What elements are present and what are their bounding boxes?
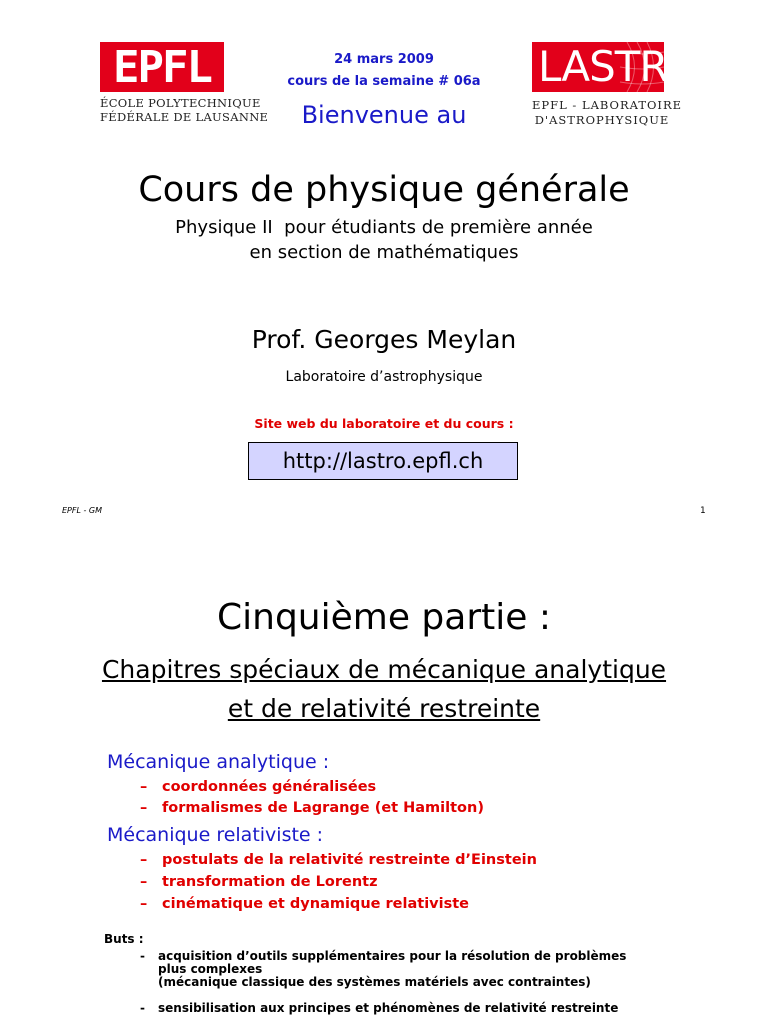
lecture-date: 24 mars 2009 xyxy=(334,52,434,67)
dash-bullet: – xyxy=(140,852,148,868)
epfl-logo-line2: FÉDÉRALE DE LAUSANNE xyxy=(100,110,269,124)
goal-text-line-2: plus complexes xyxy=(158,962,263,976)
goal-bullet: - xyxy=(140,1001,145,1015)
website-label: Site web du laboratoire et du cours : xyxy=(254,416,514,431)
course-subtitle-2: en section de mathématiques xyxy=(249,242,519,263)
list-item-text: transformation de Lorentz xyxy=(162,874,378,890)
chapter-title-line-1: Chapitres spéciaux de mécanique analytique xyxy=(101,655,667,684)
course-title: Cours de physique générale xyxy=(138,170,630,210)
list-item xyxy=(140,896,469,912)
goal-text-line-3: (mécanique classique des systèmes matériels avec contraintes) xyxy=(158,975,591,989)
dash-bullet: – xyxy=(140,779,148,795)
list-item xyxy=(140,852,537,868)
goal-text-line-1: acquisition d’outils supplémentaires pour la résolution de problèmes xyxy=(158,949,627,963)
lastro-logo-line2: D'ASTROPHYSIQUE xyxy=(534,113,670,127)
section-heading-analytical: Mécanique analytique : xyxy=(107,751,330,773)
goal-item xyxy=(140,1002,618,1015)
page-number: 1 xyxy=(700,506,706,516)
footer-author: EPFL - GM xyxy=(62,506,103,515)
list-item xyxy=(140,800,484,816)
dash-bullet: – xyxy=(140,800,148,816)
dash-bullet: – xyxy=(140,874,148,890)
dash-bullet: – xyxy=(140,896,148,912)
lastro-logo-line1: EPFL - LABORATOIRE xyxy=(532,98,683,112)
goals-label: Buts : xyxy=(104,932,144,946)
epfl-logo-text: EPFL xyxy=(113,42,211,93)
part-title: Cinquième partie : xyxy=(217,597,551,638)
laboratory-name: Laboratoire d’astrophysique xyxy=(285,369,483,385)
goal-bullet: - xyxy=(140,949,145,963)
list-item-text: postulats de la relativité restreinte d’Einstein xyxy=(162,852,537,868)
professor-name: Prof. Georges Meylan xyxy=(251,325,517,354)
course-subtitle-1: Physique II pour étudiants de première année xyxy=(175,217,593,238)
website-url-link[interactable]: http://lastro.epfl.ch xyxy=(248,442,518,480)
list-item-text: cinématique et dynamique relativiste xyxy=(162,896,469,912)
list-item-text: formalismes de Lagrange (et Hamilton) xyxy=(162,800,484,816)
chapter-title-line-2: et de relativité restreinte xyxy=(227,694,541,723)
goal-item xyxy=(140,950,626,989)
section-heading-relativistic: Mécanique relativiste : xyxy=(107,824,324,846)
list-item xyxy=(140,874,378,890)
welcome-text: Bienvenue au xyxy=(301,101,467,129)
lastro-logo-text: LASTRO xyxy=(538,42,700,91)
epfl-logo-line1: ÉCOLE POLYTECHNIQUE xyxy=(100,96,261,110)
lecture-week: cours de la semaine # 06a xyxy=(287,74,481,89)
list-item-text: coordonnées généralisées xyxy=(162,779,377,795)
list-item xyxy=(140,779,376,795)
goal-text-line-1: sensibilisation aux principes et phénomènes de relativité restreinte xyxy=(158,1001,619,1015)
